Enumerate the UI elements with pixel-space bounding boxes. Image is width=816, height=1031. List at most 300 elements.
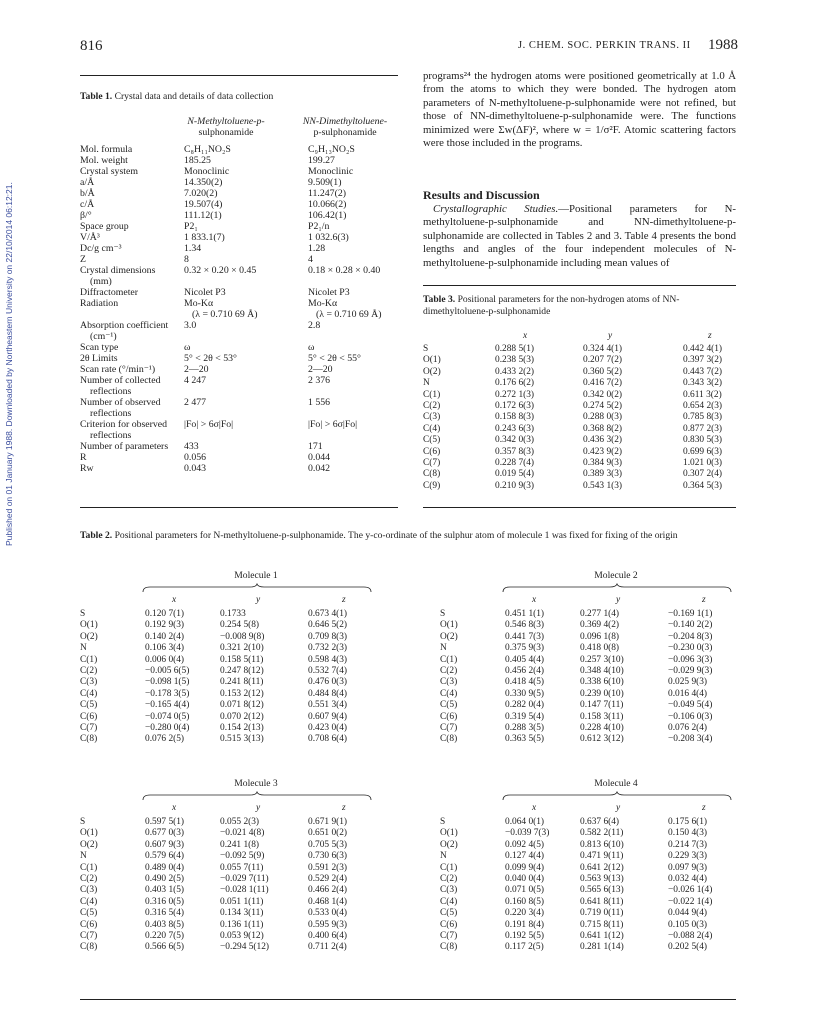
table3-row xyxy=(423,412,736,423)
table3-row xyxy=(423,424,736,435)
journal-year: 1988 xyxy=(708,37,738,53)
coordinate: 0.120 7(1) xyxy=(145,609,185,619)
coordinate: 0.671 9(1) xyxy=(308,817,348,827)
coordinate: 0.272 1(3) xyxy=(495,389,535,400)
table1-value xyxy=(308,408,426,419)
table1-row xyxy=(80,353,426,364)
molecule-axis-header: y xyxy=(616,595,621,605)
coordinate: −0.029 9(3) xyxy=(668,666,713,677)
coordinate: 0.607 9(4) xyxy=(308,711,348,722)
table1-value: 5° < 2θ < 55° xyxy=(308,353,361,364)
molecule-row xyxy=(440,734,740,745)
coordinate: 0.442 4(1) xyxy=(683,344,723,354)
coordinate: 0.646 5(2) xyxy=(308,620,348,631)
coordinate: 0.360 5(2) xyxy=(583,366,623,377)
coordinate: 0.529 2(4) xyxy=(308,874,348,885)
table3-row xyxy=(423,367,736,378)
molecule-row xyxy=(80,863,380,874)
atom-label: O(1) xyxy=(440,620,458,631)
molecule-brace xyxy=(502,583,732,593)
coordinate: 0.176 6(2) xyxy=(495,378,535,389)
table1-value: 111.12(1) xyxy=(184,210,222,221)
coordinate: 0.153 2(12) xyxy=(220,688,264,699)
coordinate: −0.096 3(3) xyxy=(668,654,713,665)
coordinate: −0.088 2(4) xyxy=(668,931,713,942)
table1-value xyxy=(184,386,308,397)
atom-label: C(3) xyxy=(440,885,458,896)
coordinate: 0.785 8(3) xyxy=(683,412,723,423)
molecule-row xyxy=(440,655,740,666)
table1-value xyxy=(184,430,308,441)
coordinate: 0.397 3(2) xyxy=(683,355,723,366)
table3-row xyxy=(423,401,736,412)
coordinate: 0.732 2(3) xyxy=(308,643,348,654)
table1-col1-head: N-Methyltoluene-p- sulphonamide xyxy=(187,116,265,138)
coordinate: −0.294 5(12) xyxy=(220,942,270,953)
table3-caption: Table 3. Positional parameters for the non-hydrogen atoms of NN-dimethyltoluene-p-sulphonamide xyxy=(423,294,680,317)
coordinate: 0.423 9(2) xyxy=(583,446,623,457)
table1-label: Diffractometer xyxy=(80,287,139,298)
coordinate: 0.403 8(5) xyxy=(145,919,185,930)
atom-label: C(2) xyxy=(80,666,98,677)
molecule-row xyxy=(80,620,380,631)
coordinate: 0.070 2(12) xyxy=(220,711,264,722)
table1-label: (mm) xyxy=(90,276,112,287)
coordinate: 0.612 3(12) xyxy=(580,734,624,745)
molecule-row xyxy=(80,723,380,734)
molecule-row xyxy=(440,863,740,874)
molecule-row xyxy=(440,689,740,700)
table1-value: 7.020(2) xyxy=(184,188,218,199)
table1-label: Number of parameters xyxy=(80,441,169,452)
atom-label: O(2) xyxy=(80,631,98,642)
page-number: 816 xyxy=(80,38,103,54)
atom-label: S xyxy=(440,817,446,827)
molecule-title: Molecule 2 xyxy=(594,570,638,581)
table1-label: Absorption coefficient xyxy=(80,320,169,331)
coordinate: 0.096 1(8) xyxy=(580,631,620,642)
coordinate: 0.316 0(5) xyxy=(145,896,185,907)
molecule-axis-header: y xyxy=(256,803,261,813)
coordinate: 0.532 7(4) xyxy=(308,666,348,677)
table1-bottom-rule xyxy=(80,507,398,508)
atom-label: S xyxy=(80,609,86,619)
atom-label: O(2) xyxy=(423,366,441,377)
coordinate: −0.092 5(9) xyxy=(220,851,265,862)
coordinate: 0.342 0(2) xyxy=(583,389,623,400)
molecule-axis-header: z xyxy=(702,803,706,813)
coordinate: 0.595 9(3) xyxy=(308,919,348,930)
coordinate: 0.468 1(4) xyxy=(308,896,348,907)
table1-label: Scan type xyxy=(80,342,119,353)
table1-row xyxy=(80,320,426,331)
coordinate: 0.105 0(3) xyxy=(668,919,708,930)
atom-label: C(1) xyxy=(440,862,458,873)
table1-label: Scan rate (°/min⁻¹) xyxy=(80,364,156,375)
molecule-row xyxy=(440,712,740,723)
table1-label: 2θ Limits xyxy=(80,353,118,364)
coordinate: 0.551 3(4) xyxy=(308,700,348,711)
atom-label: N xyxy=(80,851,87,862)
coordinate: 0.400 6(4) xyxy=(308,931,348,942)
molecule-row xyxy=(80,851,380,862)
table1-row xyxy=(80,408,426,419)
coordinate: 0.192 9(3) xyxy=(145,620,185,631)
atom-label: C(6) xyxy=(440,919,458,930)
coordinate: 0.543 1(3) xyxy=(583,480,623,491)
table1-value: 3.0 xyxy=(184,320,197,331)
molecule-row xyxy=(80,609,380,620)
table1-label: Number of observed xyxy=(80,397,161,408)
coordinate: 0.637 6(4) xyxy=(580,817,620,827)
molecule-brace xyxy=(502,791,732,801)
coordinate: 0.441 7(3) xyxy=(505,631,545,642)
coordinate: 0.172 6(3) xyxy=(495,401,535,412)
table1-row xyxy=(80,188,426,199)
atom-label: C(3) xyxy=(423,412,441,423)
coordinate: −0.178 3(5) xyxy=(145,688,190,699)
coordinate: 0.1733 xyxy=(220,609,246,619)
molecule-row xyxy=(440,908,740,919)
table1-row xyxy=(80,452,426,463)
atom-label: C(2) xyxy=(423,401,441,412)
atom-label: C(8) xyxy=(423,469,441,480)
coordinate: 0.436 3(2) xyxy=(583,435,623,446)
coordinate: 0.651 0(2) xyxy=(308,828,348,839)
table2-bottom-rule xyxy=(80,999,736,1000)
coordinate: 0.324 4(1) xyxy=(583,344,623,354)
coordinate: 0.711 2(4) xyxy=(308,942,347,953)
paragraph-methods: programs²⁴ the hydrogen atoms were positioned geometrically at 1.0 Å from the atoms to which they were bonded. The hydrogen atom parameters of N-methyltoluene-p-sulphonamide were not refined, but those of NN-dimethyltoluene-p-sulphonamide were. The functions minimized were Σw(ΔF)², where w = 1/σ²F. Atomic scattering factors were those included in the programs. xyxy=(423,70,736,150)
coordinate: 0.443 7(2) xyxy=(683,366,723,377)
molecule-row xyxy=(440,609,740,620)
coordinate: 0.389 3(3) xyxy=(583,469,623,480)
molecule-row xyxy=(80,677,380,688)
coordinate: 0.207 7(2) xyxy=(583,355,623,366)
coordinate: 0.598 4(3) xyxy=(308,654,348,665)
atom-label: C(8) xyxy=(440,942,458,953)
table1-value: 10.066(2) xyxy=(308,199,347,210)
table1-label: Radiation xyxy=(80,298,119,309)
molecule-row xyxy=(80,908,380,919)
coordinate: 0.307 2(4) xyxy=(683,469,723,480)
table1-value: 5° < 2θ < 53° xyxy=(184,353,237,364)
coordinate: 0.040 0(4) xyxy=(505,874,545,885)
coordinate: 0.064 0(1) xyxy=(505,817,545,827)
table1-row xyxy=(80,155,426,166)
coordinate: 0.032 4(4) xyxy=(668,874,708,885)
atom-label: C(6) xyxy=(440,711,458,722)
molecule-row xyxy=(440,643,740,654)
coordinate: 0.214 7(3) xyxy=(668,839,708,850)
coordinate: 0.641 1(12) xyxy=(580,931,624,942)
molecule-axis-header: x xyxy=(172,803,177,813)
atom-label: C(1) xyxy=(440,654,458,665)
coordinate: 0.466 2(4) xyxy=(308,885,348,896)
table1-value: 9.509(1) xyxy=(308,177,342,188)
coordinate: −0.022 1(4) xyxy=(668,896,713,907)
coordinate: 0.239 0(10) xyxy=(580,688,624,699)
coordinate: 0.877 2(3) xyxy=(683,423,723,434)
coordinate: 0.363 5(5) xyxy=(505,734,545,745)
atom-label: C(7) xyxy=(423,458,441,469)
coordinate: 0.641 8(11) xyxy=(580,896,624,907)
table1-value: 1 032.6(3) xyxy=(308,232,349,243)
coordinate: 0.364 5(3) xyxy=(683,480,723,491)
coordinate: 1.021 0(3) xyxy=(683,458,723,469)
atom-label: N xyxy=(80,643,87,654)
atom-label: C(5) xyxy=(440,700,458,711)
coordinate: 0.016 4(4) xyxy=(668,688,708,699)
coordinate: 0.416 7(2) xyxy=(583,378,623,389)
table1-col2-head: NN-Dimethyltoluene- p-sulphonamide xyxy=(302,116,388,138)
paragraph-results: Crystallographic Studies.—Positional parameters for N-methyltoluene-p-sulphonamide and NN-dimethyltoluene-p-sulphonamide are collected in Tables 2 and 3. Table 4 presents the bond lengths and angles of the four independent molecules of N-methyltoluene-p-sulphonamide including mean values of xyxy=(423,203,736,269)
coordinate: 0.117 2(5) xyxy=(505,942,544,953)
molecule-axis-header: x xyxy=(532,803,537,813)
table1-body xyxy=(80,144,426,474)
coordinate: 0.418 0(8) xyxy=(580,643,620,654)
table1-row xyxy=(80,254,426,265)
table1-label: Criterion for observed xyxy=(80,419,168,430)
molecule-row xyxy=(440,700,740,711)
coordinate: 0.154 2(13) xyxy=(220,723,264,734)
atom-label: C(1) xyxy=(80,654,98,665)
coordinate: 0.106 3(4) xyxy=(145,643,185,654)
molecule-row xyxy=(80,655,380,666)
table1-value: 171 xyxy=(308,441,323,452)
coordinate: −0.106 0(3) xyxy=(668,711,713,722)
table1-top-rule xyxy=(80,75,398,76)
coordinate: 0.451 1(1) xyxy=(505,609,545,619)
table1-value: Mo-Kα xyxy=(308,298,338,309)
coordinate: 0.071 8(12) xyxy=(220,700,264,711)
coordinate: 0.330 9(5) xyxy=(505,688,545,699)
table3-bottom-rule xyxy=(423,507,736,508)
coordinate: 0.579 6(4) xyxy=(145,851,185,862)
molecule-title: Molecule 4 xyxy=(594,778,638,789)
coordinate: 0.813 6(10) xyxy=(580,839,624,850)
coordinate: 0.288 3(5) xyxy=(505,723,545,734)
coordinate: 0.055 2(3) xyxy=(220,817,260,827)
atom-label: C(7) xyxy=(80,931,98,942)
table1-value: 8 xyxy=(184,254,189,265)
table1-value: ω xyxy=(308,342,315,353)
coordinate: −0.028 1(11) xyxy=(220,885,269,896)
table1-row xyxy=(80,166,426,177)
table1-value: C₉H₁₃NO₂S xyxy=(308,144,355,155)
molecule-axis-header: z xyxy=(342,595,346,605)
section-heading: Results and Discussion xyxy=(423,188,540,202)
coordinate: 0.384 9(3) xyxy=(583,458,623,469)
molecule-row xyxy=(440,851,740,862)
atom-label: C(4) xyxy=(440,688,458,699)
table3-head-z: z xyxy=(708,331,712,341)
molecule-row xyxy=(440,885,740,896)
table1-row xyxy=(80,364,426,375)
coordinate: 0.316 5(4) xyxy=(145,908,185,919)
table1-value: |Fo| > 6σ|Fo| xyxy=(308,419,358,430)
table1-value: |Fo| > 6σ|Fo| xyxy=(184,419,234,430)
coordinate: 0.709 8(3) xyxy=(308,631,348,642)
coordinate: 0.423 0(4) xyxy=(308,723,348,734)
molecule-row xyxy=(80,897,380,908)
table1-value: 199.27 xyxy=(308,155,335,166)
atom-label: C(3) xyxy=(440,677,458,688)
coordinate: 0.368 8(2) xyxy=(583,423,623,434)
atom-label: O(1) xyxy=(440,828,458,839)
table1-value: ω xyxy=(184,342,191,353)
coordinate: −0.230 0(3) xyxy=(668,643,713,654)
table2-caption: Table 2. Positional parameters for N-methyltoluene-p-sulphonamide. The y-co-ordinate of the sulphur atom of molecule 1 was fixed for fixing of the origin xyxy=(80,530,678,541)
table1-label: Number of collected xyxy=(80,375,161,386)
coordinate: 0.202 5(4) xyxy=(668,942,708,953)
table1-value: 2 376 xyxy=(308,375,331,386)
table1-row xyxy=(80,298,426,309)
coordinate: 0.175 6(1) xyxy=(668,817,708,827)
coordinate: 0.338 6(10) xyxy=(580,677,624,688)
coordinate: 0.403 1(5) xyxy=(145,885,185,896)
coordinate: −0.021 4(8) xyxy=(220,828,265,839)
table1-value: 1 556 xyxy=(308,397,331,408)
coordinate: 0.433 2(2) xyxy=(495,366,535,377)
coordinate: 0.051 1(11) xyxy=(220,896,264,907)
molecule-axis-header: z xyxy=(702,595,706,605)
table1-value: 2—20 xyxy=(308,364,333,375)
coordinate: 0.321 2(10) xyxy=(220,643,264,654)
coordinate: 0.515 3(13) xyxy=(220,734,264,745)
molecule-row xyxy=(440,897,740,908)
atom-label: C(5) xyxy=(80,908,98,919)
molecule-row xyxy=(80,689,380,700)
coordinate: 0.369 4(2) xyxy=(580,620,620,631)
coordinate: 0.150 4(3) xyxy=(668,828,708,839)
coordinate: 0.673 4(1) xyxy=(308,609,348,619)
table3-row xyxy=(423,344,736,355)
table1-row xyxy=(80,397,426,408)
molecule-row xyxy=(440,723,740,734)
molecule-row xyxy=(440,920,740,931)
coordinate: −0.049 5(4) xyxy=(668,700,713,711)
coordinate: 0.025 9(3) xyxy=(668,677,708,688)
atom-label: N xyxy=(423,378,430,389)
coordinate: 0.699 6(3) xyxy=(683,446,723,457)
molecule-row xyxy=(440,942,740,953)
table1-row xyxy=(80,221,426,232)
molecule-axis-header: y xyxy=(616,803,621,813)
coordinate: 0.228 7(4) xyxy=(495,458,535,469)
coordinate: 0.708 6(4) xyxy=(308,734,348,745)
table1-value: 1.34 xyxy=(184,243,202,254)
atom-label: C(5) xyxy=(440,908,458,919)
table1-row xyxy=(80,419,426,430)
coordinate: −0.204 8(3) xyxy=(668,631,713,642)
table1-value xyxy=(308,331,426,342)
coordinate: 0.127 4(4) xyxy=(505,851,545,862)
coordinate: 0.044 9(4) xyxy=(668,908,708,919)
table1-label: β/° xyxy=(80,210,92,221)
table3-top-rule xyxy=(423,285,736,286)
table1-value xyxy=(308,276,426,287)
table1-value: Monoclinic xyxy=(308,166,354,177)
coordinate: 0.229 3(3) xyxy=(668,851,708,862)
coordinate: 0.719 0(11) xyxy=(580,908,624,919)
table1-row xyxy=(80,430,426,441)
table3-row xyxy=(423,469,736,480)
table1-value: 0.044 xyxy=(308,452,331,463)
table1-value: 0.043 xyxy=(184,463,207,474)
atom-label: C(4) xyxy=(80,688,98,699)
coordinate: 0.582 2(11) xyxy=(580,828,624,839)
molecule-title: Molecule 1 xyxy=(234,570,278,581)
coordinate: 0.160 8(5) xyxy=(505,896,545,907)
molecule-row xyxy=(80,840,380,851)
table1-value xyxy=(308,430,426,441)
table1-value: 19.507(4) xyxy=(184,199,223,210)
atom-label: S xyxy=(423,344,429,354)
table1-value xyxy=(184,408,308,419)
atom-label: N xyxy=(440,643,447,654)
table1-value: 0.056 xyxy=(184,452,207,463)
atom-label: C(1) xyxy=(423,389,441,400)
coordinate: 0.342 0(3) xyxy=(495,435,535,446)
coordinate: 0.489 0(4) xyxy=(145,862,185,873)
coordinate: 0.210 9(3) xyxy=(495,480,535,491)
coordinate: 0.099 9(4) xyxy=(505,862,545,873)
molecule-axis-header: z xyxy=(342,803,346,813)
atom-label: O(2) xyxy=(440,631,458,642)
coordinate: −0.029 7(11) xyxy=(220,874,269,885)
molecule-row xyxy=(80,712,380,723)
molecule-row xyxy=(440,817,740,828)
table1-row xyxy=(80,309,426,320)
table1-label xyxy=(80,309,184,320)
table1-row xyxy=(80,210,426,221)
table1-row xyxy=(80,463,426,474)
table1-row xyxy=(80,199,426,210)
atom-label: S xyxy=(80,817,86,827)
coordinate: −0.074 0(5) xyxy=(145,711,190,722)
coordinate: 0.241 1(8) xyxy=(220,839,260,850)
table1-value: 2 477 xyxy=(184,397,207,408)
atom-label: O(1) xyxy=(423,355,441,366)
table3-row xyxy=(423,435,736,446)
coordinate: 0.257 3(10) xyxy=(580,654,624,665)
table1-value: 106.42(1) xyxy=(308,210,347,221)
table1-row xyxy=(80,265,426,276)
coordinate: 0.158 3(11) xyxy=(580,711,624,722)
table3-head-x: x xyxy=(523,331,528,341)
coordinate: −0.169 1(1) xyxy=(668,609,713,619)
table1-value: 4 247 xyxy=(184,375,207,386)
atom-label: C(4) xyxy=(80,896,98,907)
atom-label: C(7) xyxy=(440,931,458,942)
table1-value xyxy=(184,276,308,287)
molecule-axis-header: x xyxy=(172,595,177,605)
coordinate: 0.348 4(10) xyxy=(580,666,624,677)
atom-label: C(3) xyxy=(80,677,98,688)
coordinate: 0.830 5(3) xyxy=(683,435,723,446)
table1-row xyxy=(80,375,426,386)
coordinate: −0.208 3(4) xyxy=(668,734,713,745)
atom-label: S xyxy=(440,609,446,619)
table1-value: 0.18 × 0.28 × 0.40 xyxy=(308,265,381,276)
table1-label: Crystal system xyxy=(80,166,138,177)
table1-label: Space group xyxy=(80,221,129,232)
molecule-row xyxy=(80,942,380,953)
molecule-table xyxy=(80,817,380,954)
molecule-table xyxy=(440,817,740,954)
coordinate: 0.220 3(4) xyxy=(505,908,545,919)
